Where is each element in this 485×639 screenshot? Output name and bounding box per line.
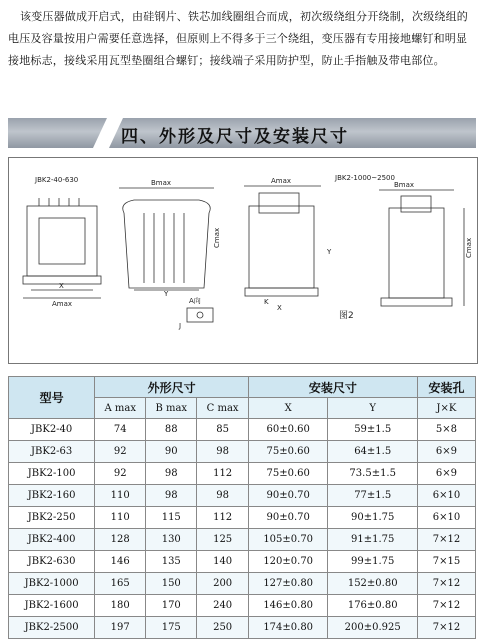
label-jbk2-1000-2500: JBK2-1000~2500 <box>335 174 395 182</box>
label-bmax-right: Bmax <box>394 181 415 189</box>
figure-number: 图2 <box>339 311 354 321</box>
cell-model: JBK2-160 <box>9 485 95 507</box>
header-outline-dimensions: 外形尺寸 <box>95 377 249 398</box>
cell-y: 59±1.5 <box>328 419 418 441</box>
cell-c-max: 112 <box>197 507 249 529</box>
cell-y: 176±0.80 <box>328 595 418 617</box>
label-jbk2-40-630: JBK2-40-630 <box>35 176 79 184</box>
cell-a-max: 92 <box>95 463 146 485</box>
cell-c-max: 98 <box>197 441 249 463</box>
label-cmax-right: Cmax <box>465 237 473 258</box>
cell-model: JBK2-250 <box>9 507 95 529</box>
cell-a-max: 74 <box>95 419 146 441</box>
cell-jxk: 7×12 <box>417 573 475 595</box>
table-row <box>9 551 476 573</box>
cell-b-max: 98 <box>146 463 197 485</box>
cell-model: JBK2-63 <box>9 441 95 463</box>
label-amax-left: Amax <box>52 300 73 308</box>
cell-model: JBK2-1000 <box>9 573 95 595</box>
label-k: K <box>264 298 269 306</box>
label-bmax-left: Bmax <box>151 179 172 187</box>
cell-jxk: 7×15 <box>417 551 475 573</box>
cell-jxk: 6×10 <box>417 507 475 529</box>
cell-b-max: 88 <box>146 419 197 441</box>
intro-paragraph: 该变压器做成开启式，由硅钢片、铁芯加线圈组合而成，初次级绕组分开绕制，次级绕组的电压及容量按用户需要任意选择，但原则上不得多于三个绕组，变压器有专用接地螺钉和明显接地标志，接线采用瓦型垫圈组合螺钉；接线端子采用防护型，防止手指触及带电部位。 <box>8 10 468 67</box>
table-row <box>9 463 476 485</box>
cell-c-max: 85 <box>197 419 249 441</box>
cell-c-max: 200 <box>197 573 249 595</box>
header-mounting-hole: 安装孔 <box>417 377 475 398</box>
cell-jxk: 6×10 <box>417 485 475 507</box>
cell-x: 120±0.70 <box>248 551 328 573</box>
label-a-direction: A向 <box>189 297 201 305</box>
cell-a-max: 110 <box>95 485 146 507</box>
cell-model: JBK2-2500 <box>9 617 95 639</box>
cell-c-max: 240 <box>197 595 249 617</box>
cell-a-max: 165 <box>95 573 146 595</box>
right-view-terminals <box>401 196 431 212</box>
cell-x: 75±0.60 <box>248 463 328 485</box>
cell-x: 90±0.70 <box>248 485 328 507</box>
cell-model: JBK2-1600 <box>9 595 95 617</box>
right-view-base <box>381 298 452 306</box>
cell-b-max: 115 <box>146 507 197 529</box>
section-title: 四、外形及尺寸及安装尺寸 <box>121 127 349 147</box>
subheader-b-max: B max <box>146 398 197 419</box>
table-row <box>9 595 476 617</box>
cell-model: JBK2-100 <box>9 463 95 485</box>
section-banner <box>8 118 476 148</box>
cell-c-max: 98 <box>197 485 249 507</box>
label-y-middle: Y <box>327 248 332 256</box>
right-view-core <box>389 208 444 298</box>
cell-a-max: 128 <box>95 529 146 551</box>
cell-c-max: 140 <box>197 551 249 573</box>
terminal-block <box>259 193 299 213</box>
a-detail-plate <box>187 308 213 322</box>
side-view-outline <box>123 200 211 288</box>
cell-model: JBK2-40 <box>9 419 95 441</box>
large-front-view-core <box>249 206 314 288</box>
table-row <box>9 573 476 595</box>
cell-b-max: 150 <box>146 573 197 595</box>
cell-y: 77±1.5 <box>328 485 418 507</box>
cell-b-max: 98 <box>146 485 197 507</box>
header-install-dimensions: 安装尺寸 <box>248 377 417 398</box>
cell-a-max: 197 <box>95 617 146 639</box>
cell-c-max: 125 <box>197 529 249 551</box>
cell-model: JBK2-400 <box>9 529 95 551</box>
cell-a-max: 180 <box>95 595 146 617</box>
cell-a-max: 92 <box>95 441 146 463</box>
subheader-y: Y <box>328 398 418 419</box>
cell-jxk: 6×9 <box>417 463 475 485</box>
subheader-x: X <box>248 398 328 419</box>
cell-y: 99±1.75 <box>328 551 418 573</box>
banner-notch <box>93 118 123 148</box>
cell-a-max: 146 <box>95 551 146 573</box>
cell-b-max: 90 <box>146 441 197 463</box>
table-row <box>9 617 476 639</box>
header-model: 型号 <box>9 377 95 419</box>
cell-jxk: 7×12 <box>417 529 475 551</box>
label-cmax-left: Cmax <box>213 227 221 248</box>
cell-x: 127±0.80 <box>248 573 328 595</box>
label-y-left: Y <box>164 290 169 298</box>
label-x-left: X <box>59 282 64 290</box>
cell-b-max: 170 <box>146 595 197 617</box>
table-row <box>9 441 476 463</box>
cell-y: 200±0.925 <box>328 617 418 639</box>
cell-a-max: 110 <box>95 507 146 529</box>
cell-y: 90±1.75 <box>328 507 418 529</box>
transformer-drawings <box>9 158 477 363</box>
label-amax-middle: Amax <box>271 177 292 185</box>
cell-jxk: 6×9 <box>417 441 475 463</box>
cell-x: 60±0.60 <box>248 419 328 441</box>
cell-c-max: 250 <box>197 617 249 639</box>
cell-model: JBK2-630 <box>9 551 95 573</box>
cell-y: 73.5±1.5 <box>328 463 418 485</box>
cell-y: 64±1.5 <box>328 441 418 463</box>
subheader-c-max: C max <box>197 398 249 419</box>
dimension-table <box>8 376 476 639</box>
cell-x: 75±0.60 <box>248 441 328 463</box>
label-j: J <box>179 322 182 330</box>
label-x-middle: X <box>277 304 282 312</box>
table-row <box>9 507 476 529</box>
cell-jxk: 7×12 <box>417 595 475 617</box>
cell-x: 90±0.70 <box>248 507 328 529</box>
table-row <box>9 485 476 507</box>
cell-x: 174±0.80 <box>248 617 328 639</box>
large-front-view-base <box>245 288 318 296</box>
table-row <box>9 529 476 551</box>
cell-c-max: 112 <box>197 463 249 485</box>
front-view-window <box>39 218 85 264</box>
a-detail-hole <box>197 312 203 318</box>
cell-x: 146±0.80 <box>248 595 328 617</box>
cell-y: 91±1.75 <box>328 529 418 551</box>
cell-b-max: 135 <box>146 551 197 573</box>
subheader-a-max: A max <box>95 398 146 419</box>
dimension-drawing <box>8 157 478 364</box>
cell-b-max: 175 <box>146 617 197 639</box>
cell-jxk: 5×8 <box>417 419 475 441</box>
cell-x: 105±0.70 <box>248 529 328 551</box>
front-view-core <box>27 206 97 276</box>
cell-y: 152±0.80 <box>328 573 418 595</box>
subheader-jxk: J×K <box>417 398 475 419</box>
table-row <box>9 419 476 441</box>
cell-jxk: 7×12 <box>417 617 475 639</box>
cell-b-max: 130 <box>146 529 197 551</box>
